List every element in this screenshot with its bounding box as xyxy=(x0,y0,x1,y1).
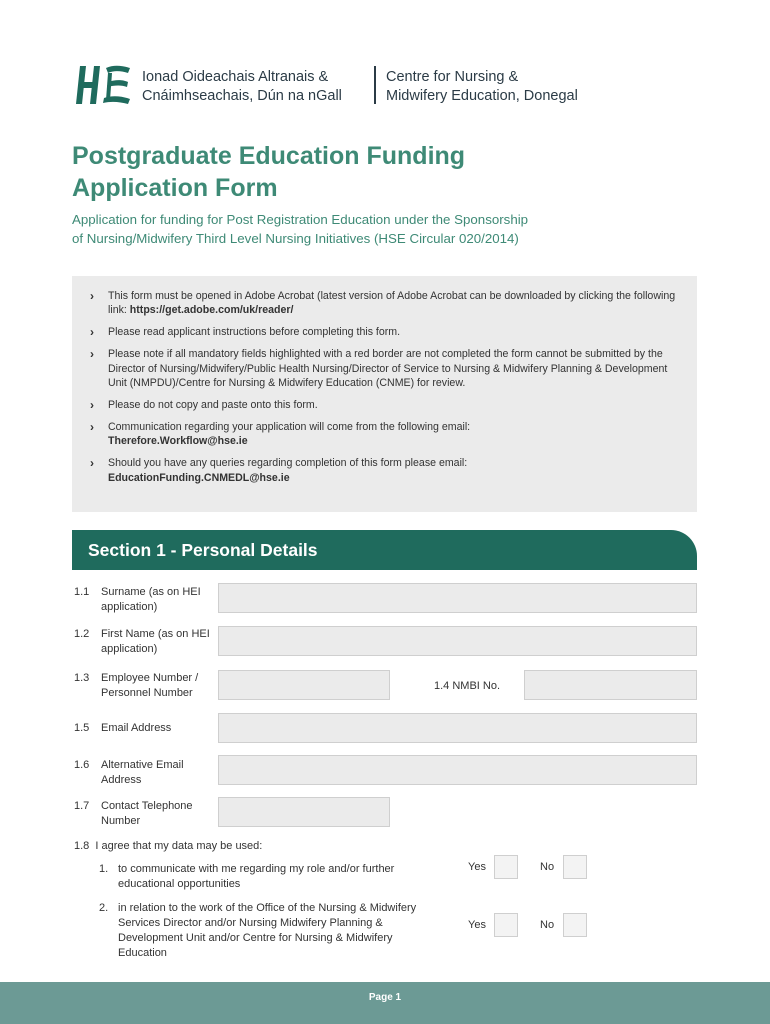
first-name-field[interactable] xyxy=(218,626,697,656)
field-number: 1.5 xyxy=(74,722,90,734)
instruction-item xyxy=(90,347,683,390)
consent-label xyxy=(74,840,262,852)
surname-label xyxy=(74,585,214,615)
telephone-field[interactable] xyxy=(218,797,390,827)
form-subtitle-line2: of Nursing/Midwifery Third Level Nursing Initiatives (HSE Circular 020/2014) xyxy=(72,231,519,246)
instruction-item xyxy=(90,289,683,318)
field-label-text: Contact Telephone Number xyxy=(101,800,193,827)
alternative-email-label xyxy=(74,758,214,788)
instruction-item xyxy=(90,420,683,449)
org-name-english xyxy=(386,68,578,106)
workflow-email-link[interactable]: Therefore.Workflow@hse.ie xyxy=(108,435,248,448)
option-number: 1. xyxy=(99,863,109,875)
no-label: No xyxy=(540,861,555,873)
field-number: 1.3 xyxy=(74,672,90,684)
instruction-item xyxy=(90,398,683,412)
surname-field[interactable] xyxy=(218,583,697,613)
form-title-line2: Application Form xyxy=(72,174,278,202)
field-label-text: First Name (as on HEI application) xyxy=(101,628,210,655)
email-field[interactable] xyxy=(218,713,697,743)
instructions-box xyxy=(72,276,697,512)
nmbi-field[interactable] xyxy=(524,670,697,700)
chevron-right-icon: › xyxy=(90,289,94,303)
field-number: 1.7 xyxy=(74,800,90,812)
adobe-download-link[interactable]: https://get.adobe.com/uk/reader/ xyxy=(129,304,294,317)
consent-option xyxy=(99,862,439,892)
field-label-text: Surname (as on HEI application) xyxy=(101,586,201,613)
no-label: No xyxy=(540,919,555,931)
alternative-email-field[interactable] xyxy=(218,755,697,785)
org-name-english-line1: Centre for Nursing & xyxy=(386,69,519,85)
header-divider xyxy=(374,66,376,104)
org-name-irish-line2: Cnáimhseachais, Dún na nGall xyxy=(142,88,342,104)
queries-email-link[interactable]: EducationFunding.CNMEDL@hse.ie xyxy=(108,471,290,484)
field-label-text: Email Address xyxy=(101,722,172,734)
chevron-right-icon: › xyxy=(90,419,94,434)
form-title xyxy=(72,140,672,204)
consent-1-yes-checkbox[interactable] xyxy=(494,855,518,879)
first-name-label xyxy=(74,627,214,657)
field-label-text: Employee Number / Personnel Number xyxy=(101,672,199,699)
option-number: 2. xyxy=(99,902,109,914)
chevron-right-icon: › xyxy=(90,456,94,471)
org-name-irish-line1: Ionad Oideachais Altranais & xyxy=(142,69,329,85)
page-number: Page 1 xyxy=(368,992,402,1003)
telephone-label xyxy=(74,799,214,829)
chevron-right-icon: › xyxy=(90,397,94,412)
consent-2-no-checkbox[interactable] xyxy=(563,913,587,937)
nmbi-label xyxy=(434,679,524,694)
org-name-english-line2: Midwifery Education, Donegal xyxy=(386,88,578,104)
consent-1-no-checkbox[interactable] xyxy=(563,855,587,879)
instruction-text: Please do not copy and paste onto this form. xyxy=(108,398,318,411)
section-title: Section 1 - Personal Details xyxy=(88,540,318,560)
chevron-right-icon: › xyxy=(90,347,94,362)
instruction-text: This form must be opened in Adobe Acrobat (latest version of Adobe Acrobat can be downloaded by clicking the following link: xyxy=(108,290,676,317)
yes-label: Yes xyxy=(468,861,486,873)
field-label-text: NMBI No. xyxy=(452,680,501,692)
employee-number-label xyxy=(74,671,218,701)
consent-2-yes-checkbox[interactable] xyxy=(494,913,518,937)
employee-number-field[interactable] xyxy=(218,670,390,700)
consent-question: I agree that my data may be used: xyxy=(95,840,263,852)
instruction-text: Communication regarding your application will come from the following email: xyxy=(108,420,471,433)
hse-logo xyxy=(72,62,134,108)
instructions-list xyxy=(90,289,683,485)
page-footer xyxy=(0,982,770,1024)
option-text: to communicate with me regarding my role and/or further educational opportunities xyxy=(118,863,395,890)
field-number: 1.4 xyxy=(434,680,450,692)
form-subtitle xyxy=(72,210,692,248)
field-label-text: Alternative Email Address xyxy=(101,759,184,786)
instruction-item xyxy=(90,325,683,339)
option-text: in relation to the work of the Office of the Nursing & Midwifery Services Director and/or Nursing Midwifery Planning & Development Unit and/or Centre for Nursing & Midwifery Education xyxy=(118,902,417,959)
field-number: 1.8 xyxy=(74,840,90,852)
org-name-irish xyxy=(142,68,342,106)
yes-label: Yes xyxy=(468,919,486,931)
instruction-text: Should you have any queries regarding completion of this form please email: xyxy=(108,457,468,470)
form-subtitle-line1: Application for funding for Post Registration Education under the Sponsorship xyxy=(72,212,529,227)
field-number: 1.6 xyxy=(74,759,90,771)
form-title-line1: Postgraduate Education Funding xyxy=(72,142,466,170)
instruction-text: Please note if all mandatory fields highlighted with a red border are not completed the form cannot be submitted by the Director of Nursing/Midwifery/Public Health Nursing/Director of Service to Nursing & Midwifery Planning & Development Unit (NMPDU)/Centre for Nursing & Midwifery Education (CNME) for review. xyxy=(108,348,668,390)
field-number: 1.1 xyxy=(74,586,90,598)
chevron-right-icon: › xyxy=(90,325,94,340)
section-header xyxy=(72,530,697,570)
instruction-item xyxy=(90,456,683,485)
instruction-text: Please read applicant instructions before completing this form. xyxy=(108,326,401,339)
consent-option xyxy=(99,901,444,961)
email-label xyxy=(74,721,214,736)
field-number: 1.2 xyxy=(74,628,90,640)
